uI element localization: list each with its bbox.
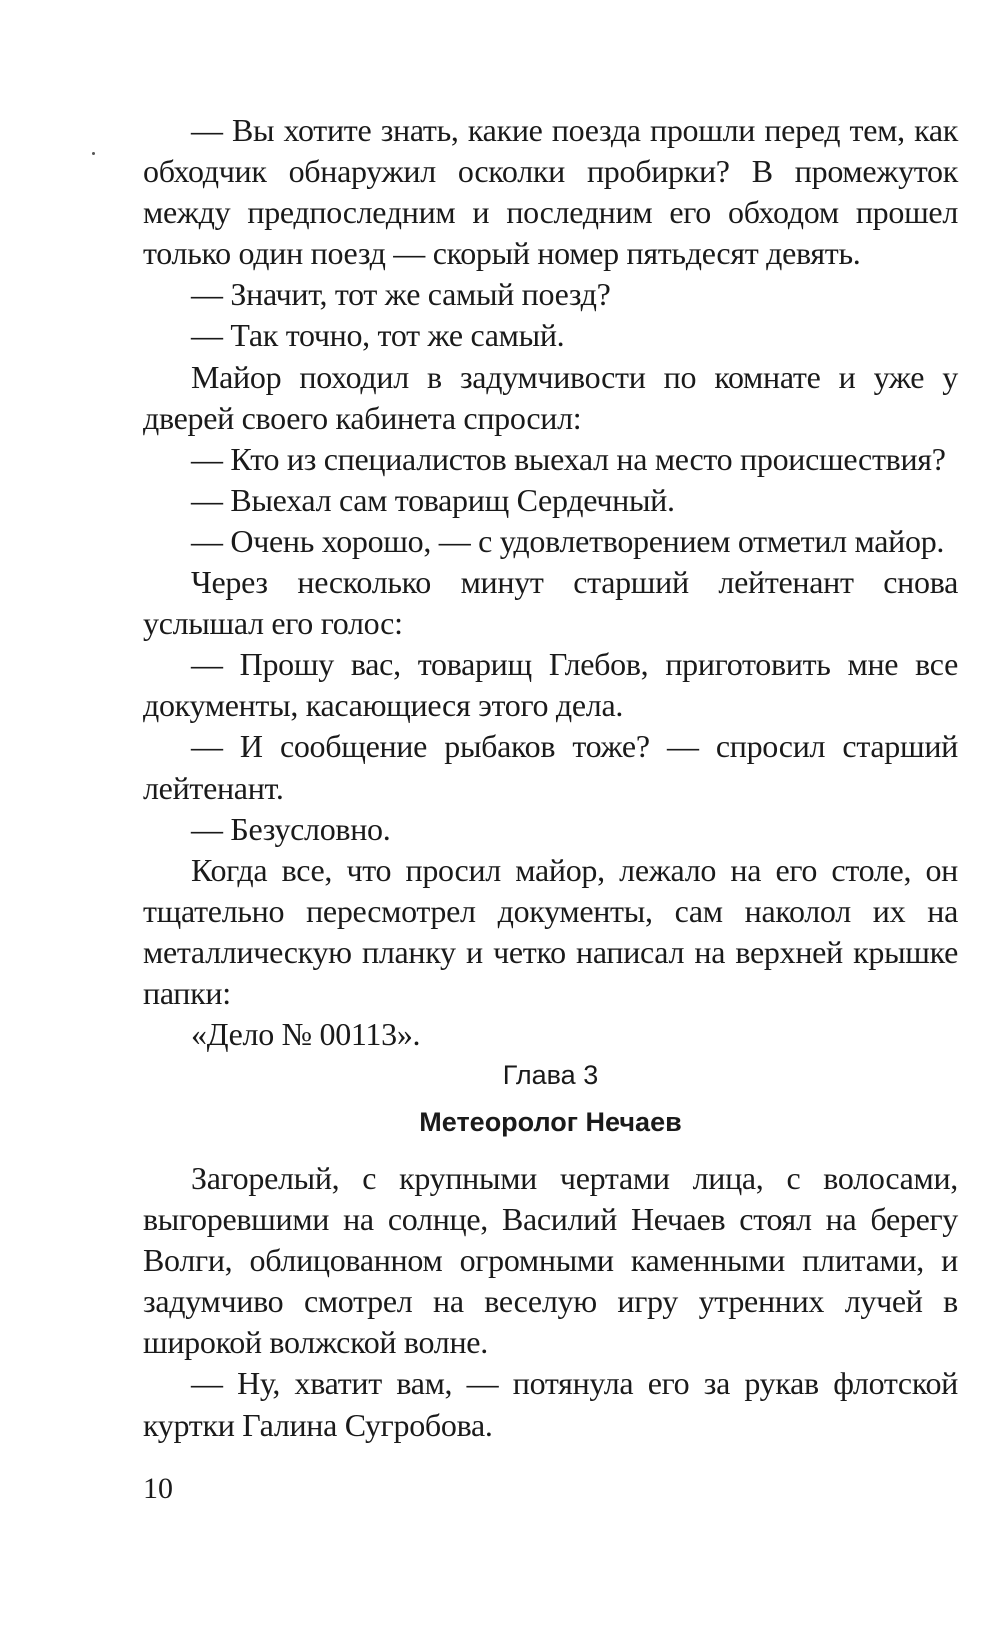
paragraph: — И сообщение рыбаков тоже? — спросил старший лейтенант. (143, 728, 958, 806)
paragraph: — Ну, хватит вам, — потянула его за рукав флотской куртки Галина Сугробова. (143, 1365, 958, 1443)
paragraph: — Вы хотите знать, какие поезда прошли перед тем, как обходчик обнаружил осколки пробирки? В промежуток между предпоследним и последним его обходом прошел только один поезд — скорый номер пятьдесят девять. (143, 112, 958, 272)
paragraph: — Значит, тот же самый поезд? (191, 276, 611, 313)
chapter-label: Глава 3 (502, 1060, 599, 1090)
paragraph: — Безусловно. (191, 810, 391, 847)
paragraph: — Кто из специалистов выехал на место происшествия? (191, 440, 946, 477)
paragraph: Через несколько минут старший лейтенант снова услышал его голос: (143, 564, 958, 642)
page-number: 10 (143, 1472, 173, 1505)
paragraph: Когда все, что просил майор, лежало на его столе, он тщательно пересмотрел документы, сам наколол их на металлическую планку и четко написал на верхней крышке папки: (143, 851, 958, 1011)
paragraph: Загорелый, с крупными чертами лица, с волосами, выгоревшими на солнце, Василий Нечаев стоял на берегу Волги, облицованном огромными каменными плитами, и задумчиво смотрел на веселую игру утренних лучей в широкой волжской волне. (143, 1160, 958, 1361)
paragraph: — Прошу вас, товарищ Глебов, приготовить мне все документы, касающиеся этого дела. (143, 646, 958, 724)
paragraph: — Очень хорошо, — с удовлетворением отметил майор. (191, 522, 945, 559)
chapter-title: Метеоролог Нечаев (419, 1107, 682, 1137)
paragraph: Майор походил в задумчивости по комнате и уже у дверей своего кабинета спросил: (143, 358, 958, 436)
text-block-chapter-start (143, 1158, 958, 1446)
text-block-before-chapter (143, 110, 958, 1055)
paragraph: — Выехал сам товарищ Сердечный. (191, 481, 675, 518)
paragraph: «Дело № 00113». (191, 1016, 421, 1053)
book-page (143, 100, 958, 1600)
scan-speck (92, 152, 95, 155)
paragraph: — Так точно, тот же самый. (191, 317, 565, 354)
